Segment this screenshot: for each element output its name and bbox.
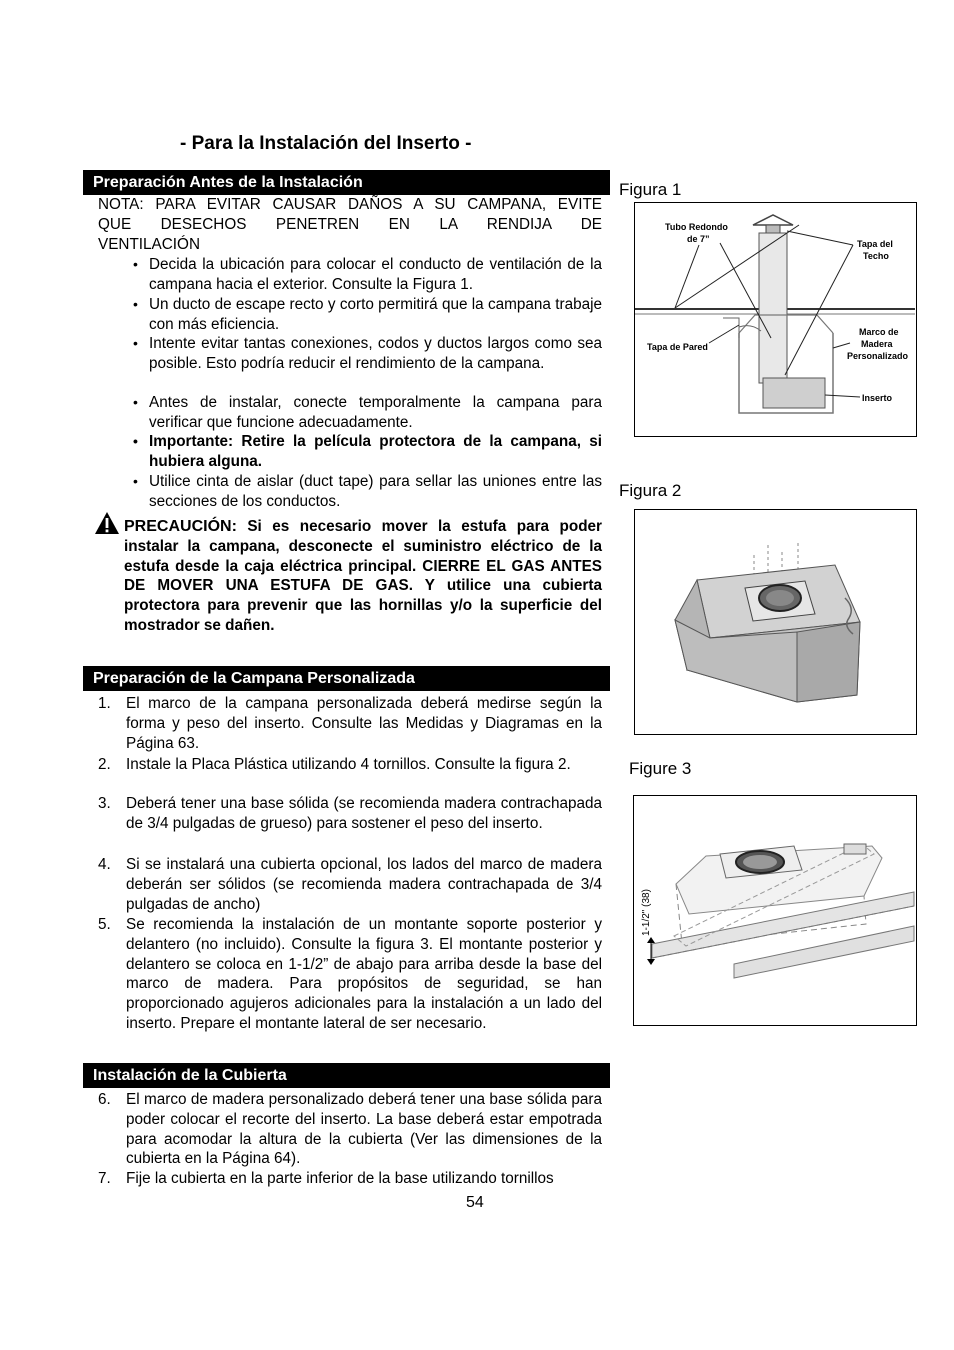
note-line-1: NOTA: PARA EVITAR CAUSAR DAÑOS A SU CAMPANA, EVITE [98, 196, 602, 213]
figure-1-drawing [635, 203, 915, 435]
section-header-cover: Instalación de la Cubierta [83, 1063, 610, 1088]
bullet-dot-icon: • [133, 256, 138, 272]
figure-1-label: Figura 1 [619, 180, 682, 199]
bullet-item-important: • Importante: Retire la película protectora de la campana, si hubiera alguna. [133, 433, 602, 470]
bullet-dot-icon: • [133, 296, 138, 312]
bullet-item: • Antes de instalar, conecte temporalmente la campana para verificar que funcione adecuadamente. [133, 394, 602, 431]
fig1-callout-frame-2: Madera [861, 339, 893, 349]
step-item: 1. El marco de la campana personalizada deberá medirse según la forma y peso del inserto. Consulte las Medidas y Diagramas en la Página 63. [98, 695, 602, 752]
section-header-prep: Preparación Antes de la Instalación [83, 170, 610, 195]
figure-3-drawing [634, 796, 915, 1024]
figure-3-label: Figure 3 [629, 759, 692, 778]
fig1-callout-frame-3: Personalizado [847, 351, 909, 361]
bullet-dot-icon: • [133, 394, 138, 410]
fig1-callout-cap-2: Techo [863, 251, 889, 261]
page-number: 54 [466, 1194, 484, 1211]
warning-icon [94, 511, 120, 535]
bullet-dot-icon: • [133, 433, 138, 449]
bullet-dot-icon: • [133, 335, 138, 351]
step-item: 3. Deberá tener una base sólida (se recomienda madera contrachapada de 3/4 pulgadas de grueso) para sostener el peso del inserto. [98, 795, 602, 832]
bullet-item: • Decida la ubicación para colocar el conducto de ventilación de la campana hacia el exterior. Consulte la Figura 1. [133, 256, 602, 293]
page-title: - Para la Instalación del Inserto - [180, 133, 472, 154]
figure-1 [634, 202, 917, 437]
fig1-callout-tube: Tubo Redondo [665, 222, 728, 232]
figure-3 [633, 795, 917, 1026]
step-item: 5. Se recomienda la instalación de un montante soporte posterior y delantero (no incluido). Consulte la figura 3. El montante posterior y delantero se coloca en 1-1/2” de abajo para arriba desde la base del marco de madera. Para propósitos de seguridad, se han proporcionado agujeros adicionales para la instalación a un lado del inserto. Prepare el montante lateral de ser necesario. [98, 916, 602, 1032]
step-item: 2. Instale la Placa Plástica utilizando 4 tornillos. Consulte la figura 2. [98, 756, 571, 773]
caution-text: Si es necesario mover la estufa para poder instalar la campana, desconecte el suministro eléctrico de la estufa desde la caja eléctrica principal. CIERRE EL GAS ANTES DE MOVER UNA ESTUFA DE GAS. Y utilice una cubierta protectora para prevenir que las hornillas y/o la superficie del mostrador se dañen. [124, 518, 602, 634]
fig1-callout-cap: Tapa del [857, 239, 893, 249]
fig1-callout-wall: Tapa de Pared [647, 342, 708, 352]
bullet-item: • Utilice cinta de aislar (duct tape) para sellar las uniones entre las secciones de los conductos. [133, 473, 602, 510]
fig1-callout-frame-1: Marco de [859, 327, 899, 337]
caution-label: PRECAUCIÓN: [124, 518, 237, 535]
figure-2-drawing [635, 510, 915, 733]
step-item: 6. El marco de madera personalizado deberá tener una base sólida para poder colocar el recorte del inserto. La base deberá estar empotrada para acomodar la altura de la cubierta (Ver las dimensiones de la cubierta en la Página 64). [98, 1091, 602, 1168]
step-item: 4. Si se instalará una cubierta opcional, los lados del marco de madera deberán ser sólidos (se recomienda madera contrachapada de 3/4 pulgadas de ancho) [98, 856, 602, 913]
bullet-item: • Intente evitar tantas conexiones, codos y ductos largos como sea posible. Esto podría reducir el rendimiento de la campana. [133, 335, 602, 372]
bullet-dot-icon: • [133, 473, 138, 489]
fig3-dimension-label: 1-1/2" (38) [641, 889, 652, 936]
figure-2 [634, 509, 917, 735]
note-line-2: QUE DESECHOS PENETREN EN LA RENDIJA DE [98, 216, 602, 233]
step-item: 7. Fije la cubierta en la parte inferior de la base utilizando tornillos [98, 1170, 554, 1187]
note-line-3: VENTILACIÓN [98, 236, 200, 253]
section-header-custom-hood: Preparación de la Campana Personalizada [83, 666, 610, 691]
bullet-item: • Un ducto de escape recto y corto permitirá que la campana trabaje con más eficiencia. [133, 296, 602, 333]
fig1-callout-insert: Inserto [862, 393, 893, 403]
figure-2-label: Figura 2 [619, 481, 682, 500]
fig1-callout-tube-size: de 7” [687, 234, 710, 244]
caution-block [124, 517, 602, 636]
